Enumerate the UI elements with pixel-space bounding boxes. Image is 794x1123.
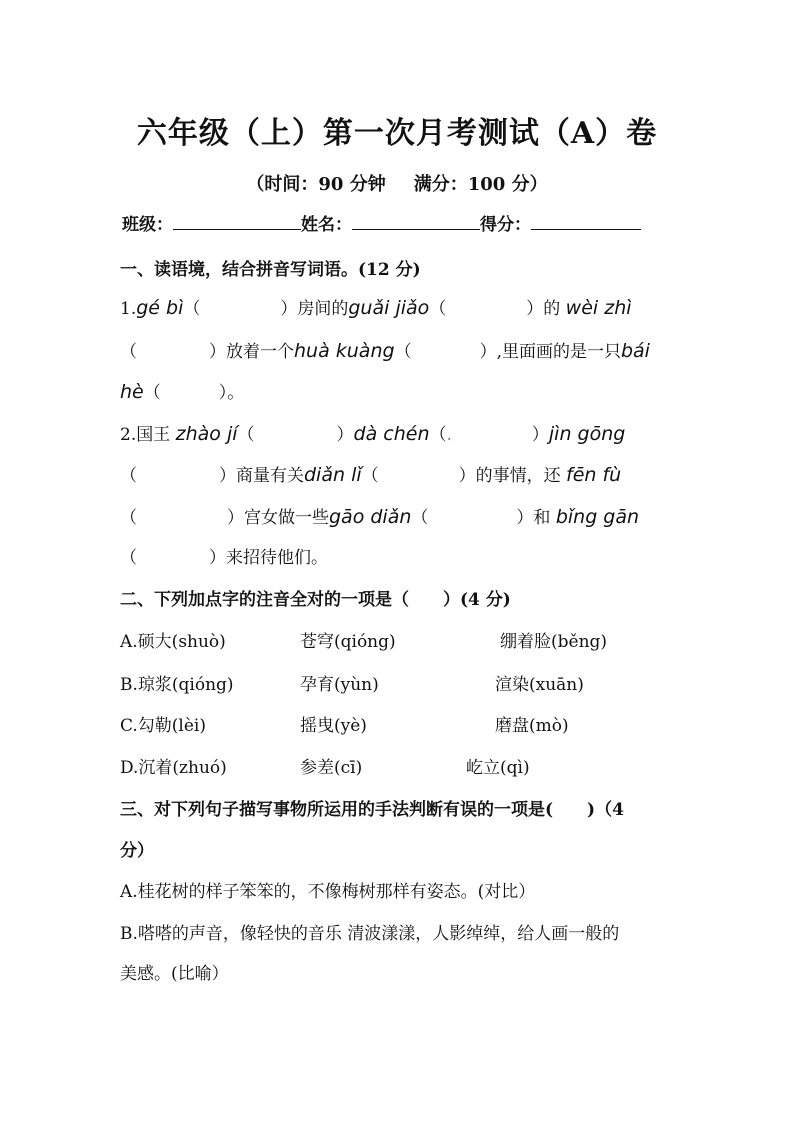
section3-option-b-line1: B.嗒嗒的声音，像轻快的音乐 清波漾漾，人影绰绰，给人画一般的 xyxy=(120,924,620,944)
q2-text: 宫女做一些 xyxy=(244,508,329,528)
option-d-item3: 屹立(qì) xyxy=(466,758,530,778)
option-row-c xyxy=(120,711,680,736)
option-a-item1: A.硕大(shuò) xyxy=(120,632,226,652)
option-d-item2: 参差(cī) xyxy=(300,758,363,778)
section3-heading-cont: 分） xyxy=(120,841,154,861)
option-b-item1: B.琼浆(qióng) xyxy=(120,675,234,695)
pinyin-zhao-ji: zhào jí xyxy=(175,423,238,445)
option-b-item3: 渲染(xuān) xyxy=(495,675,584,695)
pinyin-wei-zhi: wèi zhì xyxy=(565,297,632,319)
section1-heading: 一、读语境，结合拼音写词语。(12 分) xyxy=(120,260,421,280)
q1-text: 的 xyxy=(543,299,561,319)
s1-q1-line2: （ ）放着一个huà kuàng（ ）,里面画的是一只bái xyxy=(120,340,650,362)
option-c-item3: 磨盘(mò) xyxy=(495,716,569,736)
q1-text: ,里面画的是一只 xyxy=(496,342,621,362)
pinyin-fen-fu: fēn fù xyxy=(566,464,622,486)
full-score: 满分：100 分） xyxy=(413,174,548,195)
option-c-item1: C.勾勒(lèi) xyxy=(120,716,207,736)
pinyin-da-chen: dà chén xyxy=(353,423,430,445)
score-blank[interactable] xyxy=(531,211,641,230)
pinyin-jin-gong: jìn gōng xyxy=(548,423,626,445)
option-c-item2: 摇曳(yè) xyxy=(300,716,367,736)
s1-q2-line1: 2.国王 zhào jí（ ）dà chén（. ）jìn gōng xyxy=(120,423,626,445)
q1-number: 1. xyxy=(120,299,137,319)
exam-subtitle xyxy=(0,170,794,196)
option-row-b xyxy=(120,670,680,695)
q2-text: 商量有关 xyxy=(236,466,304,486)
s1-q1-line3: hè（ ）。 xyxy=(120,381,245,403)
option-row-d xyxy=(120,753,680,778)
pinyin-gao-dian: gāo diǎn xyxy=(329,506,412,528)
option-row-a xyxy=(120,627,680,652)
q1-text: 。 xyxy=(227,383,245,403)
name-label: 姓名： xyxy=(301,215,352,235)
s1-q1-line1: 1.gé bì（ ）房间的guǎi jiǎo（ ）的 wèi zhì xyxy=(120,297,632,319)
q1-text: 放着一个 xyxy=(226,342,294,362)
class-blank[interactable] xyxy=(173,211,301,230)
student-info-line xyxy=(122,210,641,235)
pinyin-guai-jiao: guǎi jiǎo xyxy=(348,297,430,319)
option-d-item1: D.沉着(zhuó) xyxy=(120,758,227,778)
pinyin-he: hè xyxy=(120,381,144,403)
pinyin-ge-bi: gé bì xyxy=(136,297,184,319)
name-blank[interactable] xyxy=(352,211,480,230)
page-title: 六年级（上）第一次月考测试（A）卷 xyxy=(136,116,658,151)
s1-q2-line4: （ ）来招待他们。 xyxy=(120,548,328,568)
option-a-item3: 绷着脸(běng) xyxy=(500,632,608,652)
q2-text: 来招待他们。 xyxy=(226,548,328,568)
s1-q2-line3: （ ）宫女做一些gāo diǎn（ ）和 bǐng gān xyxy=(120,506,640,528)
class-label: 班级： xyxy=(122,215,173,235)
q1-text: 房间的 xyxy=(297,299,349,319)
s1-q2-line2: （ ）商量有关diǎn lǐ（ ）的事情，还 fēn fù xyxy=(120,464,622,486)
time-limit: （时间：90 分钟 xyxy=(246,174,386,195)
score-label: 得分： xyxy=(480,215,531,235)
pinyin-dian-li: diǎn lǐ xyxy=(304,464,362,486)
option-a-item2: 苍穹(qióng) xyxy=(300,632,396,652)
section3-option-b-line2: 美感。(比喻） xyxy=(120,964,229,984)
option-b-item2: 孕育(yùn) xyxy=(300,675,379,695)
q2-text: 和 xyxy=(533,508,551,528)
pinyin-bing-gan: bǐng gān xyxy=(555,506,640,528)
section2-heading: 二、下列加点字的注音全对的一项是（ ）(4 分) xyxy=(120,590,511,610)
section3-heading: 三、对下列句子描写事物所运用的手法判断有误的一项是( )（4 xyxy=(120,800,624,820)
pinyin-hua-kuang: huà kuàng xyxy=(294,340,395,362)
pinyin-bai: bái xyxy=(620,340,650,362)
section3-option-a: A.桂花树的样子笨笨的，不像梅树那样有姿态。(对比） xyxy=(120,882,536,902)
q2-number: 2.国王 xyxy=(120,425,171,445)
q2-text: 的事情，还 xyxy=(475,466,561,486)
